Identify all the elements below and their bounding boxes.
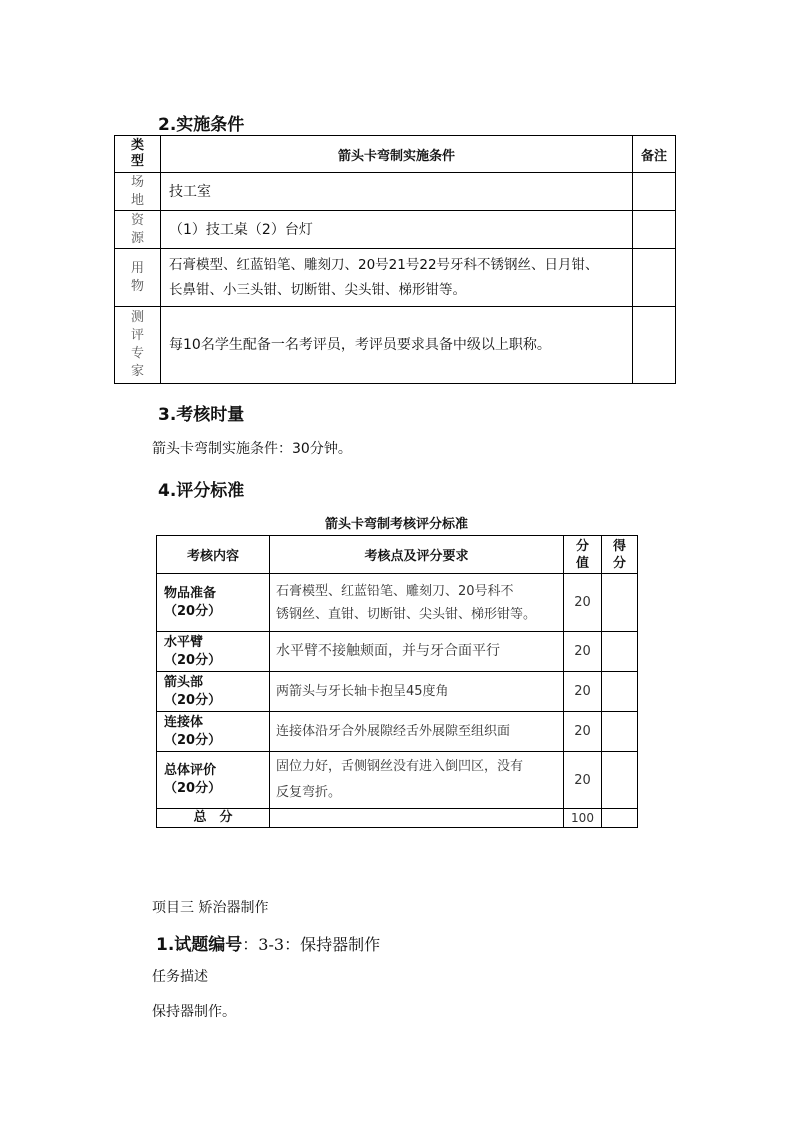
requirement-cell: 石膏模型、红蓝铅笔、雕刻刀、20号科不 锈钢丝、直钳、切断钳、尖头钳、梯形钳等。 <box>270 574 564 632</box>
item-cell: 总体评价 （20分） <box>157 752 270 809</box>
score-cell: 20 <box>564 632 602 672</box>
requirement-cell: 固位力好，舌侧钢丝没有进入倒凹区，没有 反复弯折。 <box>270 752 564 809</box>
scoring-table-title: 箭头卡弯制考核评分标准 <box>324 517 468 532</box>
row-note <box>633 173 676 211</box>
section-2-title: 2.实施条件 <box>158 115 245 135</box>
requirement-cell: 水平臂不接触颊面，并与牙合面平行 <box>270 632 564 672</box>
row-note <box>633 249 676 307</box>
score-cell: 20 <box>564 672 602 712</box>
table-row <box>115 307 676 384</box>
total-score: 100 <box>564 809 602 828</box>
header-requirement: 考核点及评分要求 <box>270 536 564 574</box>
total-row <box>157 809 638 828</box>
table-header-row <box>157 536 638 574</box>
got-cell <box>602 672 638 712</box>
row-type: 用 物 <box>115 249 161 307</box>
header-item: 考核内容 <box>157 536 270 574</box>
row-content: 每10名学生配备一名考评员，考评员要求具备中级以上职称。 <box>161 307 633 384</box>
requirement-cell: 两箭头与牙长轴卡抱呈45度角 <box>270 672 564 712</box>
item-cell: 连接体 （20分） <box>157 712 270 752</box>
requirement-cell: 连接体沿牙合外展隙经舌外展隙至组织面 <box>270 712 564 752</box>
item-cell: 箭头部 （20分） <box>157 672 270 712</box>
header-content: 箭头卡弯制实施条件 <box>161 136 633 173</box>
row-content: （1）技工桌（2）台灯 <box>161 211 633 249</box>
got-cell <box>602 632 638 672</box>
header-got: 得 分 <box>602 536 638 574</box>
table-row <box>157 632 638 672</box>
item-cell: 水平臂 （20分） <box>157 632 270 672</box>
question-title <box>156 930 380 955</box>
table-row <box>115 173 676 211</box>
table-row <box>157 712 638 752</box>
got-cell <box>602 574 638 632</box>
row-note <box>633 307 676 384</box>
implementation-conditions-table <box>114 135 676 384</box>
table-header-row <box>115 136 676 173</box>
got-cell <box>602 752 638 809</box>
score-cell: 20 <box>564 752 602 809</box>
question-number-value: ：3-3：保持器制作 <box>242 935 381 954</box>
task-text: 保持器制作。 <box>152 1004 236 1020</box>
score-cell: 20 <box>564 574 602 632</box>
scoring-standard-table <box>156 535 638 828</box>
project-title: 项目三 矫治器制作 <box>152 900 269 916</box>
row-note <box>633 211 676 249</box>
row-type: 场 地 <box>115 173 161 211</box>
row-type: 测 评 专 家 <box>115 307 161 384</box>
item-cell: 物品准备 （20分） <box>157 574 270 632</box>
total-got <box>602 809 638 828</box>
table-row <box>115 249 676 307</box>
time-text: 箭头卡弯制实施条件：30分钟。 <box>152 441 352 457</box>
got-cell <box>602 712 638 752</box>
row-content: 石膏模型、红蓝铅笔、雕刻刀、20号21号22号牙科不锈钢丝、日月钳、 长鼻钳、小三头钳、切断钳、尖头钳、梯形钳等。 <box>161 249 633 307</box>
section-3-title: 3.考核时量 <box>158 405 245 425</box>
table-row <box>157 574 638 632</box>
table-row <box>157 672 638 712</box>
table-row <box>157 752 638 809</box>
task-label: 任务描述 <box>152 969 208 985</box>
question-number-label: 1.试题编号 <box>156 935 243 955</box>
row-content: 技工室 <box>161 173 633 211</box>
total-label: 总 分 <box>157 809 270 828</box>
header-type: 类 型 <box>115 136 161 173</box>
header-note: 备注 <box>633 136 676 173</box>
score-cell: 20 <box>564 712 602 752</box>
table-row <box>115 211 676 249</box>
header-score: 分 值 <box>564 536 602 574</box>
total-requirement <box>270 809 564 828</box>
section-4-title: 4.评分标准 <box>158 481 245 501</box>
row-type: 资 源 <box>115 211 161 249</box>
